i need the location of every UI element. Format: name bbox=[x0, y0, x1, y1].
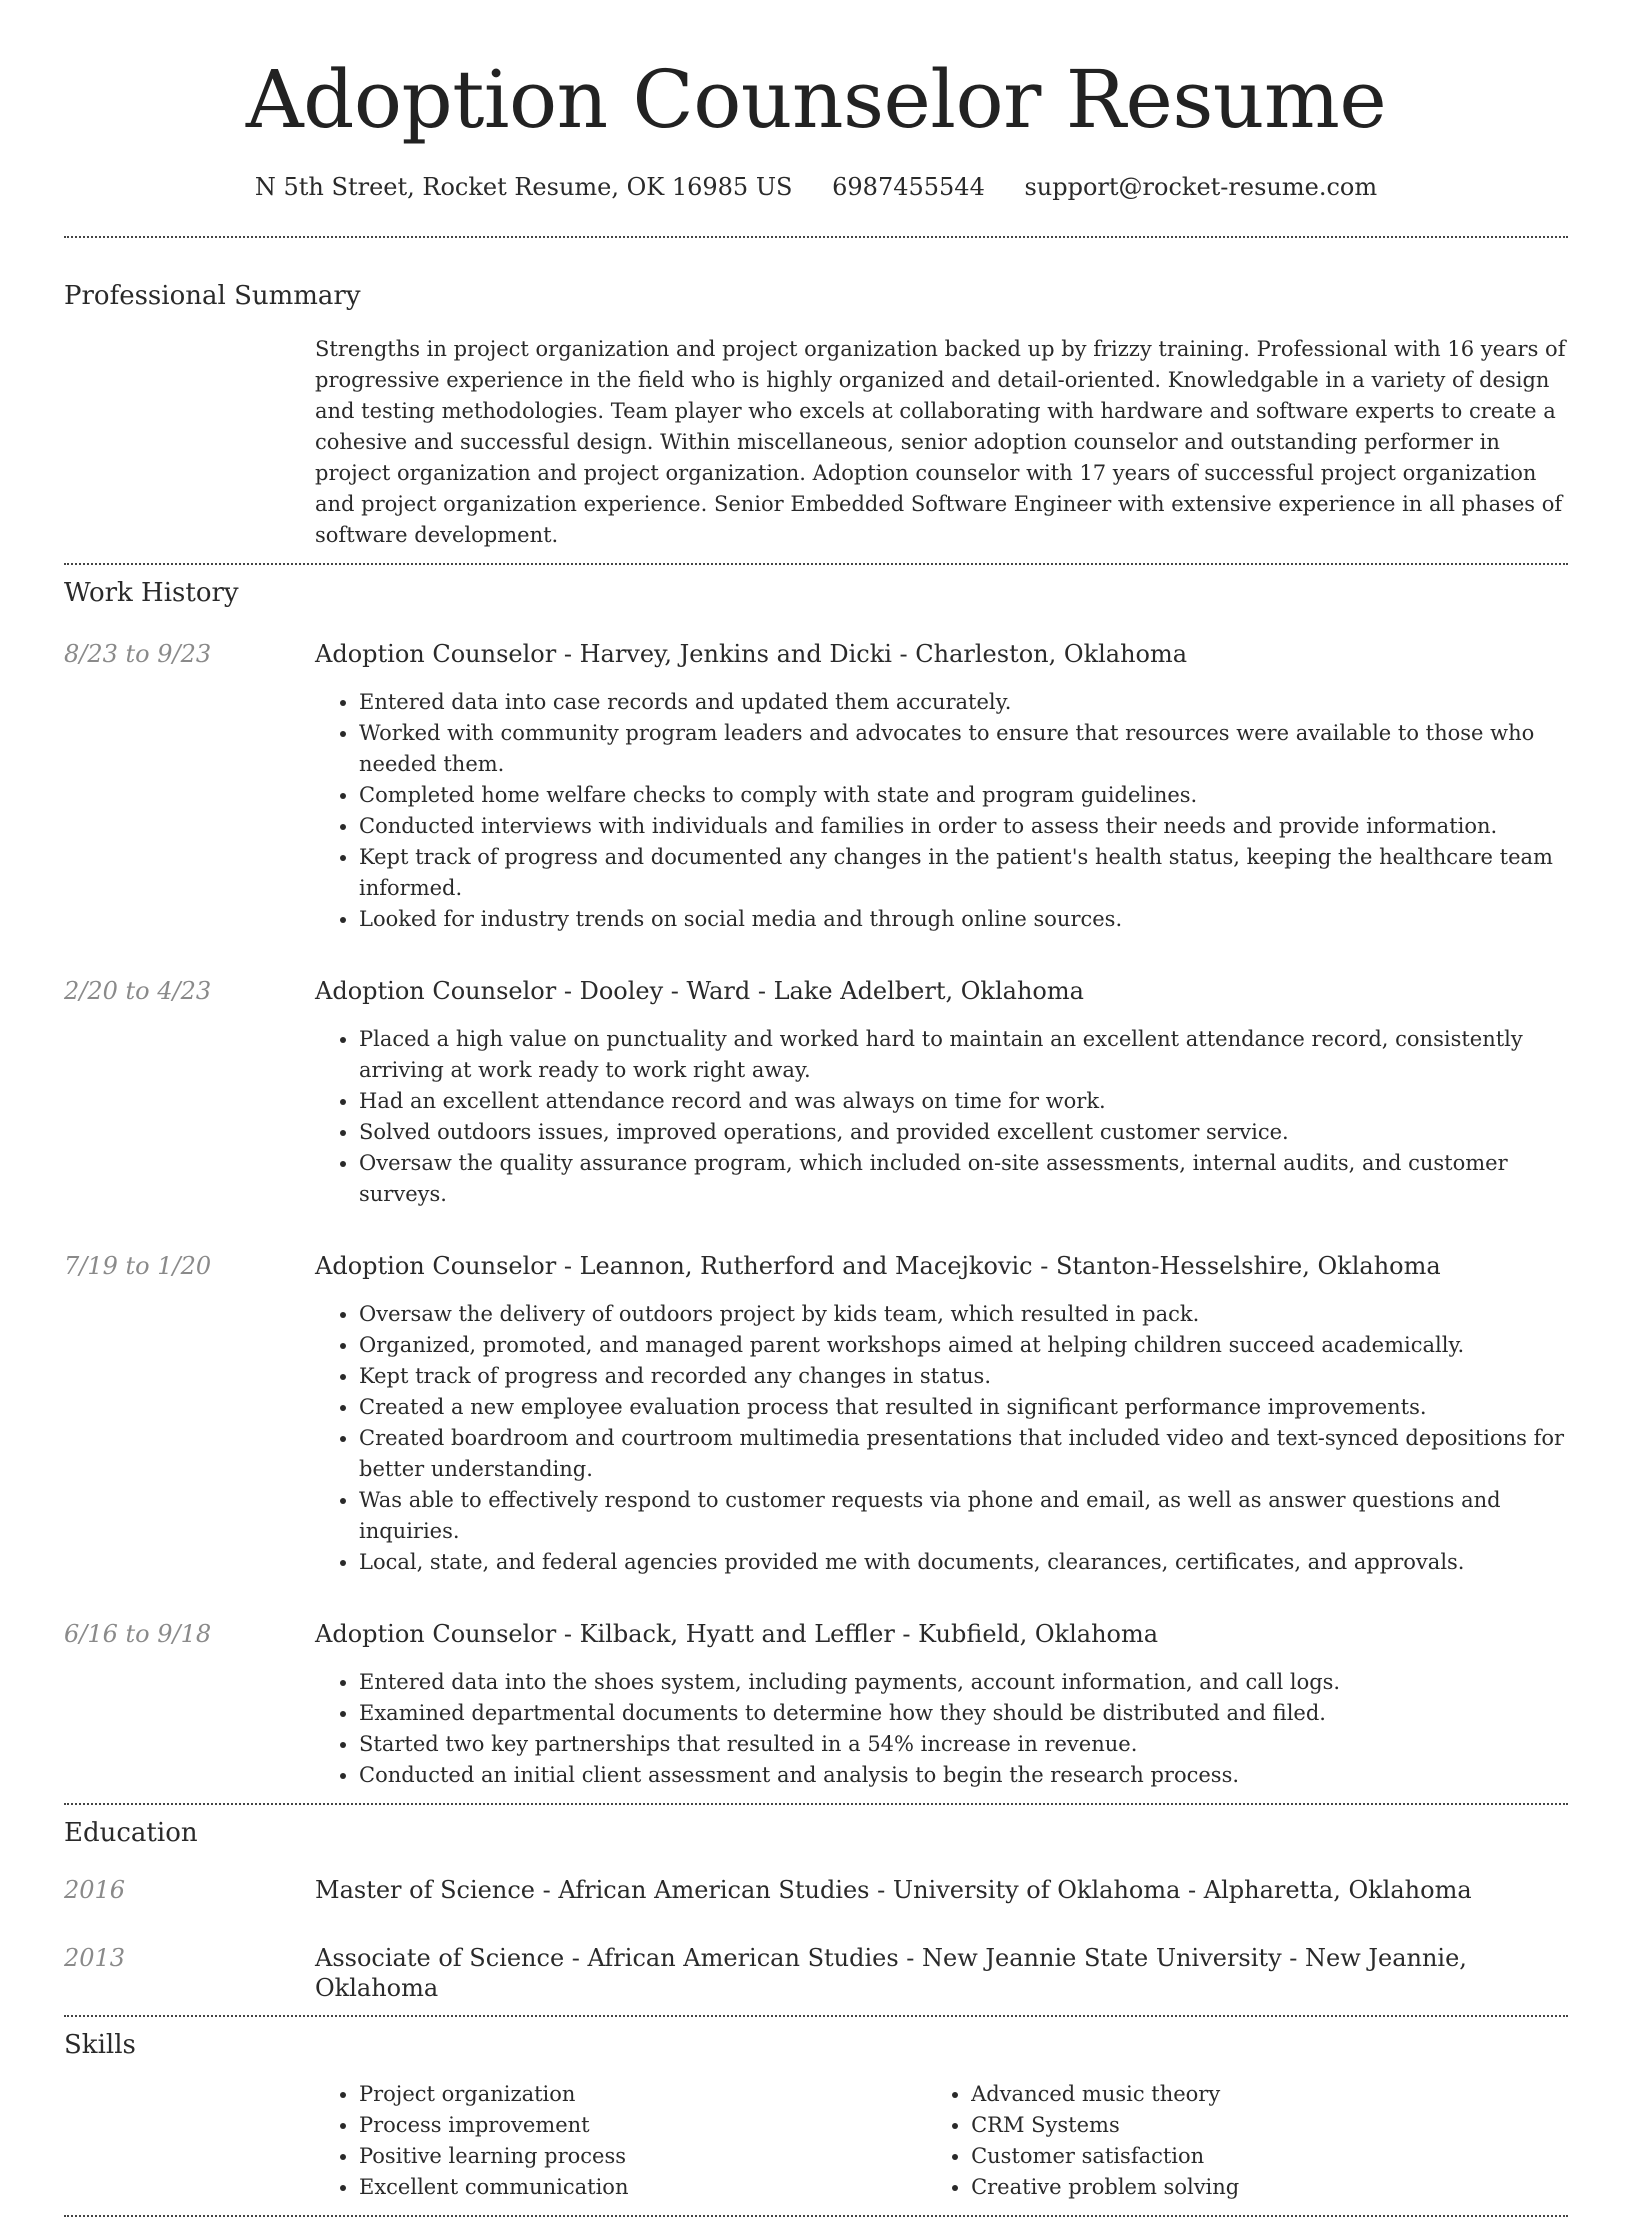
skills-heading: Skills bbox=[64, 2030, 136, 2060]
list-item: • Conducted interviews with individuals and families in order to assess their needs and provide information. bbox=[359, 811, 1568, 842]
list-item: • Entered data into case records and updated them accurately. bbox=[359, 687, 1568, 718]
education-heading: Education bbox=[64, 1818, 198, 1848]
contact-phone: 6987455544 bbox=[832, 173, 985, 201]
contact-address: N 5th Street, Rocket Resume, OK 16985 US bbox=[254, 173, 793, 201]
job-title: Adoption Counselor - Harvey, Jenkins and Dicki - Charleston, Oklahoma bbox=[315, 640, 1188, 668]
job-dates: 6/16 to 9/18 bbox=[64, 1620, 212, 1648]
list-item: • Conducted an initial client assessment and analysis to begin the research process. bbox=[359, 1760, 1568, 1791]
list-item: • Oversaw the quality assurance program, which included on-site assessments, internal audits, and customer surveys. bbox=[359, 1148, 1568, 1210]
list-item: • Kept track of progress and recorded any changes in status. bbox=[359, 1361, 1568, 1392]
skill-item: • CRM Systems bbox=[971, 2110, 1568, 2141]
education-section bbox=[64, 1817, 1568, 2003]
list-item: • Started two key partnerships that resulted in a 54% increase in revenue. bbox=[359, 1729, 1568, 1760]
skills-section bbox=[64, 2029, 1568, 2203]
list-item: • Solved outdoors issues, improved operations, and provided excellent customer service. bbox=[359, 1117, 1568, 1148]
job-entry bbox=[64, 1619, 1568, 1791]
job-bullets bbox=[315, 1024, 1568, 1210]
summary-section bbox=[64, 280, 1568, 551]
list-item: • Created a new employee evaluation process that resulted in significant performance improvements. bbox=[359, 1392, 1568, 1423]
skills-grid bbox=[315, 2079, 1568, 2203]
job-dates: 8/23 to 9/23 bbox=[64, 640, 212, 668]
education-year: 2013 bbox=[64, 1944, 126, 1972]
divider bbox=[64, 236, 1568, 238]
education-entry bbox=[64, 1875, 1568, 1905]
skill-item: • Advanced music theory bbox=[971, 2079, 1568, 2110]
skill-item: • Customer satisfaction bbox=[971, 2141, 1568, 2172]
list-item: • Oversaw the delivery of outdoors project by kids team, which resulted in pack. bbox=[359, 1299, 1568, 1330]
job-dates: 2/20 to 4/23 bbox=[64, 977, 212, 1005]
list-item: • Looked for industry trends on social media and through online sources. bbox=[359, 904, 1568, 935]
list-item: • Entered data into the shoes system, including payments, account information, and call logs. bbox=[359, 1667, 1568, 1698]
job-bullets bbox=[315, 1299, 1568, 1578]
skill-item: • Process improvement bbox=[359, 2110, 927, 2141]
summary-heading: Professional Summary bbox=[64, 281, 361, 311]
list-item: • Completed home welfare checks to comply with state and program guidelines. bbox=[359, 780, 1568, 811]
divider bbox=[64, 2015, 1568, 2017]
skills-column-right bbox=[927, 2079, 1568, 2203]
job-entry bbox=[64, 639, 1568, 935]
work-history-heading: Work History bbox=[64, 578, 239, 608]
skill-item: • Positive learning process bbox=[359, 2141, 927, 2172]
skill-item: • Excellent communication bbox=[359, 2172, 927, 2203]
list-item: • Placed a high value on punctuality and worked hard to maintain an excellent attendance record, consistently arriving at work ready to work right away. bbox=[359, 1024, 1568, 1086]
job-entry bbox=[64, 1251, 1568, 1578]
job-dates: 7/19 to 1/20 bbox=[64, 1252, 212, 1280]
list-item: • Organized, promoted, and managed parent workshops aimed at helping children succeed academically. bbox=[359, 1330, 1568, 1361]
resume-title: Adoption Counselor Resume bbox=[245, 53, 1387, 146]
job-entry bbox=[64, 976, 1568, 1210]
skill-item: • Creative problem solving bbox=[971, 2172, 1568, 2203]
divider bbox=[64, 563, 1568, 565]
education-text: Associate of Science - African American Studies - New Jeannie State University - New Jeannie, Oklahoma bbox=[315, 1944, 1467, 2002]
education-text: Master of Science - African American Studies - University of Oklahoma - Alpharetta, Oklahoma bbox=[315, 1876, 1472, 1904]
contact-line bbox=[64, 172, 1568, 202]
list-item: • Had an excellent attendance record and was always on time for work. bbox=[359, 1086, 1568, 1117]
divider bbox=[64, 1803, 1568, 1805]
list-item: • Created boardroom and courtroom multimedia presentations that included video and text-synced depositions for better understanding. bbox=[359, 1423, 1568, 1485]
list-item: • Local, state, and federal agencies provided me with documents, clearances, certificates, and approvals. bbox=[359, 1547, 1568, 1578]
contact-email: support@rocket-resume.com bbox=[1024, 173, 1378, 201]
skills-column-left bbox=[315, 2079, 927, 2203]
resume-page bbox=[64, 0, 1568, 2217]
education-year: 2016 bbox=[64, 1876, 126, 1904]
list-item: • Was able to effectively respond to customer requests via phone and email, as well as answer questions and inquiries. bbox=[359, 1485, 1568, 1547]
job-bullets bbox=[315, 1667, 1568, 1791]
list-item: • Examined departmental documents to determine how they should be distributed and filed. bbox=[359, 1698, 1568, 1729]
job-title: Adoption Counselor - Leannon, Rutherford and Macejkovic - Stanton-Hesselshire, Oklahoma bbox=[315, 1252, 1441, 1280]
education-entry bbox=[64, 1943, 1568, 2003]
skill-item: • Project organization bbox=[359, 2079, 927, 2110]
job-title: Adoption Counselor - Kilback, Hyatt and Leffler - Kubfield, Oklahoma bbox=[315, 1620, 1159, 1648]
job-title: Adoption Counselor - Dooley - Ward - Lake Adelbert, Oklahoma bbox=[315, 977, 1084, 1005]
work-history-section bbox=[64, 577, 1568, 1791]
list-item: • Worked with community program leaders and advocates to ensure that resources were available to those who needed them. bbox=[359, 718, 1568, 780]
list-item: • Kept track of progress and documented any changes in the patient's health status, keeping the healthcare team informed. bbox=[359, 842, 1568, 904]
summary-text: Strengths in project organization and project organization backed up by frizzy training. Professional with 16 years of progressive experience in the field who is highly organized and detail-oriented. Knowledgable in a variety of design and testing methodologies. Team player who excels at collaborating with hardware and software experts to create a cohesive and successful design. Within miscellaneous, senior adoption counselor and outstanding performer in project organization and project organization. Adoption counselor with 17 years of successful project organization and project organization experience. Senior Embedded Software Engineer with extensive experience in all phases of software development. bbox=[315, 337, 1566, 547]
job-bullets bbox=[315, 687, 1568, 935]
